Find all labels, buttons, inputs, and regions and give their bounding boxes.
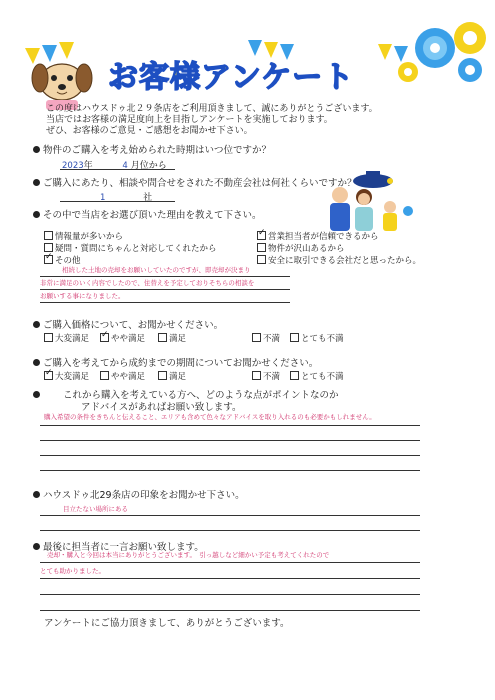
survey-title: お客様アンケート <box>108 60 355 95</box>
q2-text: ご購入にあたり、相談や問合せをされた不動産会社は何社くらいですか？ <box>43 178 357 189</box>
checkbox[interactable] <box>44 231 53 240</box>
q6-question-1 <box>33 390 339 402</box>
bullet-icon <box>33 211 40 218</box>
checkbox[interactable] <box>290 333 299 342</box>
checkbox[interactable] <box>44 333 53 342</box>
bullet-icon <box>33 391 40 398</box>
checkbox-checked[interactable] <box>44 255 53 264</box>
q2-count-value[interactable]: 1 <box>100 193 106 203</box>
checkbox[interactable] <box>257 255 266 264</box>
q1-month-value[interactable]: 4 <box>122 161 128 171</box>
q6-question-2: アドバイスがあればお願い致します。 <box>81 402 242 413</box>
checkbox[interactable] <box>257 243 266 252</box>
q8-line-1 <box>40 562 420 563</box>
q2-underline <box>60 201 175 202</box>
flower-cluster-right <box>398 22 486 82</box>
q7-handwritten: 目立たない場所にある <box>63 505 128 513</box>
q8-line-2 <box>40 578 420 579</box>
intro-line-3: ぜひ、お客様のご意見・ご感想をお聞かせ下さい。 <box>46 126 253 136</box>
q8-handwritten-1: 売却・購入と今回は本当にありがとうございます。 引っ越しなど細かい予定も考えてくれたので <box>47 551 330 559</box>
q3-line-2 <box>40 289 290 290</box>
q3-option-4[interactable]: 物件が沢山あるから <box>257 243 345 254</box>
q7-text: ハウスドゥ北29条店の印象をお聞かせ下さい。 <box>43 490 245 501</box>
q3-handwritten-2: 非常に満足のいく内容でしたので、住替えを予定しておりそちらの相談を <box>40 279 255 287</box>
q5-option-1[interactable]: ✓大変満足 <box>44 371 89 382</box>
q8-line-3 <box>40 594 420 595</box>
q2-unit: 社 <box>143 193 153 203</box>
q3-question <box>33 210 262 222</box>
q5-option-3[interactable]: 満足 <box>158 371 186 382</box>
q4-option-5[interactable]: とても不満 <box>290 333 344 344</box>
checkbox[interactable] <box>158 371 167 380</box>
q4-option-4[interactable]: 不満 <box>252 333 280 344</box>
q6-line-4 <box>40 470 420 471</box>
q7-question <box>33 490 245 502</box>
q2-question <box>33 178 357 190</box>
checkbox-checked[interactable] <box>100 333 109 342</box>
q7-line-2 <box>40 530 420 531</box>
q1-year-value[interactable]: 2023 <box>62 161 84 171</box>
q8-line-4 <box>40 610 420 611</box>
q4-option-3[interactable]: 満足 <box>158 333 186 344</box>
q6-line-3 <box>40 455 420 456</box>
checkbox-checked[interactable] <box>44 371 53 380</box>
q1-question <box>33 145 271 157</box>
q5-option-5[interactable]: とても不満 <box>290 371 344 382</box>
q4-text: ご購入価格について、お聞かせください。 <box>43 320 224 331</box>
checkbox[interactable] <box>290 371 299 380</box>
q4-option-1[interactable]: 大変満足 <box>44 333 89 344</box>
family-illustration <box>318 165 418 235</box>
q6-handwritten: 購入希望の条件をきちんと伝えること、エリアも含めて色々なアドバイスを取り入れるのも必要かもしれません。 <box>44 413 376 421</box>
q3-line-3 <box>40 302 290 303</box>
q5-question <box>33 358 318 370</box>
q3-handwritten-1: 相続した土地の売却をお願いしていたのですが、即売却が決まり <box>62 266 251 274</box>
q4-option-2[interactable]: ✓ やや満足 <box>100 333 145 344</box>
q1-year-unit: 年 <box>83 161 93 171</box>
q6-line-1 <box>40 425 420 426</box>
q6-line-2 <box>40 440 420 441</box>
q3-option-6[interactable]: 安全に取引できる会社だと思ったから。 <box>257 255 421 266</box>
q3-text: その中で当店をお選び頂いた理由を教えて下さい。 <box>43 210 262 221</box>
q6-text-1: これから購入を考えている方へ、どのような点がポイントなのか <box>63 390 339 401</box>
q8-text: 最後に担当者に一言お願い致します。 <box>43 542 204 553</box>
q5-option-4[interactable]: 不満 <box>252 371 280 382</box>
q5-text: ご購入を考えてから成約までの期間についてお聞かせください。 <box>43 358 319 369</box>
q1-month-unit: 月位から <box>130 161 167 171</box>
bullet-icon <box>33 321 40 328</box>
bullet-icon <box>33 543 40 550</box>
checkbox[interactable] <box>252 333 261 342</box>
q3-handwritten-3: お願いする事になりました。 <box>40 292 125 300</box>
bullet-icon <box>33 146 40 153</box>
closing-message: アンケートにご協力頂きまして、ありがとうございます。 <box>44 618 290 629</box>
bullet-icon <box>33 491 40 498</box>
checkbox-checked[interactable] <box>257 231 266 240</box>
q8-handwritten-2: とても助かりました。 <box>40 567 105 575</box>
intro-line-2: 当店ではお客様の満足度向上を目指しアンケートを実施しております。 <box>46 115 333 125</box>
q3-option-5[interactable]: ✓その他 <box>44 255 81 266</box>
q7-line-1 <box>40 515 420 516</box>
q1-text: 物件のご購入を考え始められた時期はいつ位ですか？ <box>43 145 272 156</box>
checkbox[interactable] <box>252 371 261 380</box>
bullet-icon <box>33 359 40 366</box>
checkbox[interactable] <box>44 243 53 252</box>
intro-line-1: この度はハウスドゥ北２９条店をご利用頂きまして、誠にありがとうございます。 <box>46 104 378 114</box>
q4-question <box>33 320 223 332</box>
q5-option-2[interactable]: やや満足 <box>100 371 145 382</box>
q3-option-3[interactable]: 疑問・質問にちゃんと対応してくれたから <box>44 243 217 254</box>
q1-underline <box>60 169 175 170</box>
q3-line-1 <box>40 276 290 277</box>
checkbox[interactable] <box>100 371 109 380</box>
q3-option-1[interactable]: 情報量が多いから <box>44 231 123 242</box>
bullet-icon <box>33 179 40 186</box>
q3-option-2[interactable]: ✓ 営業担当者が信頼できるから <box>257 231 379 242</box>
checkbox[interactable] <box>158 333 167 342</box>
